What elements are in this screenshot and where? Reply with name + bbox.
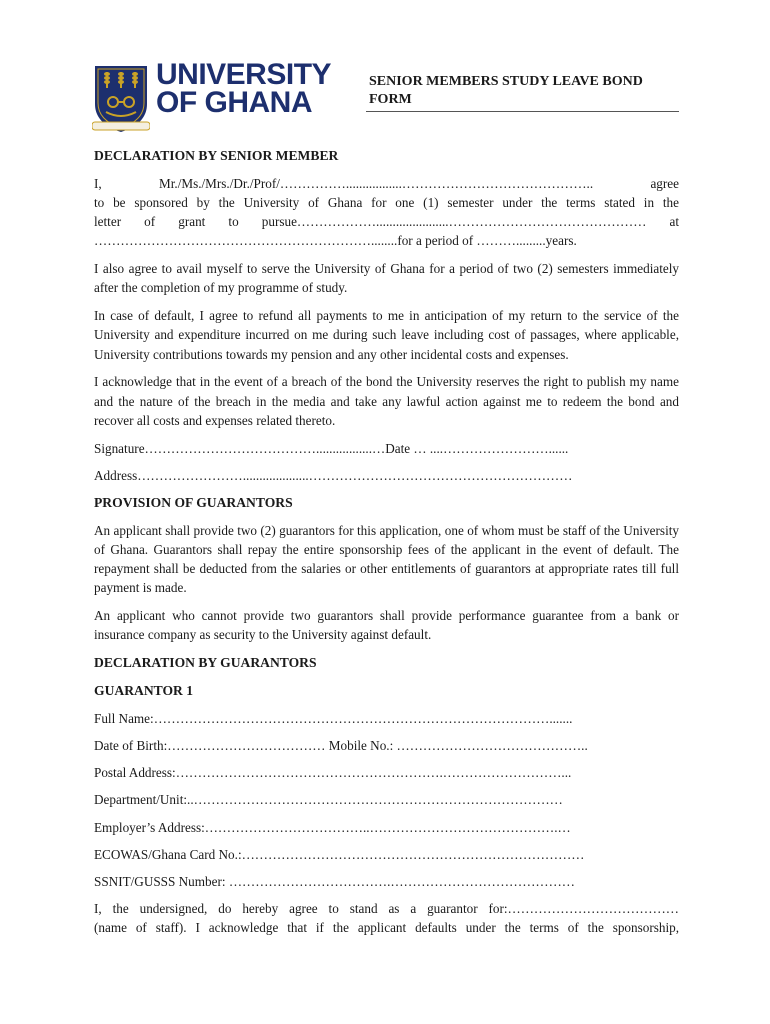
- logo-line1: UNIVERSITY: [156, 58, 332, 91]
- declaration-line3[interactable]: letter of grant to pursue………………......................……………………………………… at: [94, 214, 679, 230]
- signature-date-field[interactable]: Signature………………………………….................…Date … ....……………………......: [94, 440, 569, 456]
- form-title-line2: FORM: [369, 92, 412, 107]
- provision-paragraph2: An applicant who cannot provide two guarantors shall provide performance guarantee from a bank or insurance company as security to the University against default.: [94, 608, 679, 643]
- university-logo: [92, 58, 354, 134]
- title-rule: [366, 111, 679, 112]
- declaration-paragraph: [94, 174, 679, 251]
- department-field[interactable]: Department/Unit:..…………………………………………………………………………: [94, 792, 563, 808]
- declaration-heading: DECLARATION BY SENIOR MEMBER: [94, 148, 339, 163]
- form-title-line1: SENIOR MEMBERS STUDY LEAVE BOND: [369, 74, 643, 89]
- address-field[interactable]: Address……………………....................……………………………………………………: [94, 467, 573, 483]
- undertaking-line2: (name of staff). I acknowledge that if the applicant defaults under the terms of the sponsorship,: [94, 920, 679, 936]
- postal-address-field[interactable]: Postal Address:…………………………………………………….………………………...: [94, 765, 572, 781]
- logo-line2: OF GHANA: [156, 86, 312, 119]
- employer-address-field[interactable]: Employer’s Address:………………………………..…………………………………….…: [94, 819, 571, 835]
- breach-paragraph: I acknowledge that in the event of a breach of the bond the University reserves the right to publish my name and the nature of the breach in the media and take any lawful action against me to redeem the bond and recover all costs and expenses related thereto.: [94, 374, 679, 428]
- service-paragraph: I also agree to avail myself to serve the University of Ghana for a period of two (2) semesters immediately after the completion of my programme of study.: [94, 261, 679, 296]
- declaration-line4[interactable]: ………………………………………………………........for a period of ……….........years.: [94, 233, 577, 249]
- default-paragraph: In case of default, I agree to refund all payments to me in anticipation of my return to the service of the University and expenditure incurred on me during such leave including cost of passages, where applicable, University contributions towards my pension and any other incidental costs and expenses.: [94, 308, 679, 362]
- dob-mobile-field[interactable]: Date of Birth:……………………………… Mobile No.: ……………………………………..: [94, 738, 588, 754]
- ssnit-number-field[interactable]: SSNIT/GUSSS Number: ……………………………….……………………………………: [94, 874, 575, 890]
- full-name-field[interactable]: Full Name:……………………………………………………………………………….......: [94, 710, 573, 726]
- ecowas-card-field[interactable]: ECOWAS/Ghana Card No.:……………………………………………………………………: [94, 846, 585, 862]
- guarantor1-subheading: GUARANTOR 1: [94, 683, 194, 699]
- undertaking-line1[interactable]: I, the undersigned, do hereby agree to stand as a guarantor for:…………………………………: [94, 901, 679, 917]
- university-crest-icon: [92, 62, 150, 134]
- declaration-line1[interactable]: I, Mr./Ms./Mrs./Dr./Prof/…………….................…………………………………….. agree: [94, 175, 679, 191]
- declaration-line2: to be sponsored by the University of Ghana for one (1) semester under the terms stated in the: [94, 195, 679, 210]
- form-title: [369, 73, 679, 109]
- guarantor-undertaking: [94, 899, 679, 937]
- provision-paragraph1: An applicant shall provide two (2) guarantors for this application, one of whom must be staff of the University of Ghana. Guarantors shall repay the entire sponsorship fees of the applicant in the event of default. The repayment shall be deducted from the salaries or other entitlements of guarantors at appropriate rates till full payment is made.: [94, 522, 679, 596]
- form-content: [94, 146, 679, 946]
- provision-heading: PROVISION OF GUARANTORS: [94, 495, 293, 511]
- guarantors-heading: DECLARATION BY GUARANTORS: [94, 655, 317, 671]
